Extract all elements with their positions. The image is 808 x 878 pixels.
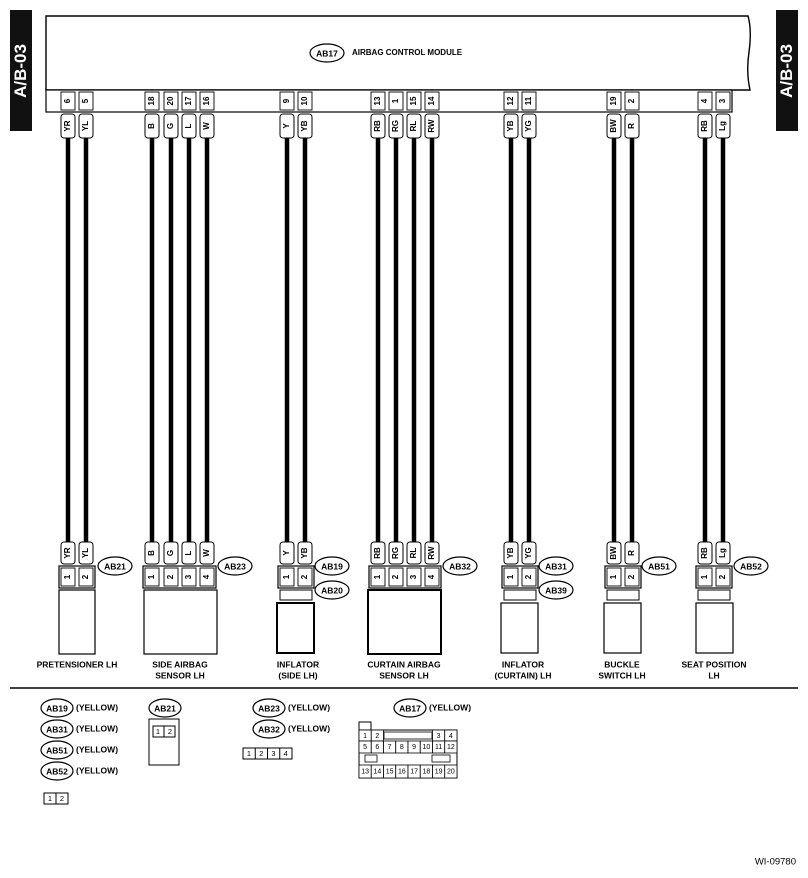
wire-color-label: BW [609, 119, 619, 133]
wire-color-label: R [627, 550, 637, 556]
legend-pin: 13 [361, 768, 370, 776]
connector-tag-inflator-side-2: AB20 [321, 585, 343, 596]
wire-color-label: G [166, 549, 176, 557]
module-pin-number: 12 [506, 96, 516, 106]
wire-color-label: RW [427, 546, 437, 560]
module-pin-number: 1 [391, 98, 401, 104]
wire-color-label: Y [282, 550, 292, 556]
legend-pin: 7 [387, 743, 392, 751]
wire-color-label: RB [373, 120, 383, 132]
component-pin-number: 1 [700, 574, 710, 580]
legend-pin: 18 [422, 768, 431, 776]
wire-color-label: R [627, 123, 637, 129]
wire-color-label: G [166, 122, 176, 130]
wire-color-label: RG [391, 120, 401, 132]
wire-color-label: Lg [718, 548, 728, 558]
figure-id: WI-09780 [754, 856, 796, 868]
component-pin-number: 2 [300, 574, 310, 580]
component-name-inflator-side: (SIDE LH) [278, 670, 318, 681]
wire-color-label: Y [282, 123, 292, 129]
module-title: AIRBAG CONTROL MODULE [352, 48, 463, 58]
module-pin-number: 20 [166, 96, 176, 106]
component-body-buckle-switch [604, 603, 641, 653]
legend-pin: 12 [446, 743, 455, 751]
component-pin-number: 2 [81, 574, 91, 580]
legend-ab17-key [359, 722, 371, 730]
wire-color-label: L [184, 123, 194, 129]
legend-pin: 1 [155, 726, 161, 736]
wire-color-label: BW [609, 546, 619, 560]
legend-color-note: (YELLOW) [429, 702, 472, 713]
component-body-inflator-curtain [501, 603, 538, 653]
component-body-seat-position [696, 603, 733, 653]
module-pin-number: 14 [427, 96, 437, 106]
legend-pin: 14 [373, 768, 382, 776]
module-pin-number: 3 [718, 98, 728, 104]
legend-connector-ab21: AB21 [154, 703, 176, 714]
legend-pin: 10 [422, 743, 431, 751]
connector-tag-pretensioner: AB21 [104, 561, 126, 572]
legend-pin: 1 [47, 793, 53, 803]
wire-color-label: L [184, 550, 194, 556]
wire-color-label: YR [63, 120, 73, 132]
connector-stub [504, 590, 536, 600]
component-pin-number: 2 [627, 574, 637, 580]
component-name-curtain-airbag-sensor: CURTAIN AIRBAG [367, 659, 441, 670]
wire-color-label: YB [506, 120, 516, 132]
wire-color-label: YL [81, 120, 91, 132]
module-pin-number: 15 [409, 96, 419, 106]
component-pin-number: 2 [718, 574, 728, 580]
legend-color-note: (YELLOW) [76, 723, 119, 734]
component-pin-number: 3 [409, 574, 419, 580]
legend-connector-AB23: AB23 [258, 703, 280, 714]
component-body-side-airbag-sensor [144, 590, 217, 654]
module-pin-number: 4 [700, 98, 710, 104]
legend-pin: 16 [397, 768, 406, 776]
wire-color-label: YB [300, 547, 310, 559]
module-pin-number: 11 [524, 96, 534, 106]
module-pin-number: 6 [63, 98, 73, 104]
legend-ab17-slot [384, 732, 432, 739]
component-name-curtain-airbag-sensor: SENSOR LH [379, 670, 429, 681]
legend-color-note: (YELLOW) [76, 702, 119, 713]
connector-tag-inflator-side: AB19 [321, 561, 343, 572]
legend-pin: 1 [363, 732, 368, 740]
legend-pin: 3 [436, 732, 441, 740]
legend-pin: 20 [446, 768, 455, 776]
component-body-pretensioner [59, 590, 95, 654]
page-tab-right: A/B-03 [776, 10, 798, 131]
connector-tag-inflator-curtain: AB31 [545, 561, 567, 572]
legend-pin: 3 [271, 748, 276, 758]
module-pin-number: 5 [81, 98, 91, 104]
legend-ab17-slot [365, 755, 377, 762]
connector-stub [280, 590, 312, 600]
connector-tag-buckle-switch: AB51 [648, 561, 670, 572]
component-pin-number: 1 [506, 574, 516, 580]
wire-color-label: B [147, 123, 157, 129]
component-pin-number: 4 [427, 574, 437, 580]
component-name-buckle-switch: SWITCH LH [598, 670, 646, 681]
wire-color-label: YB [506, 547, 516, 559]
component-name-inflator-curtain: INFLATOR [501, 659, 545, 670]
wire-color-label: RB [373, 547, 383, 559]
page-tab-left: A/B-03 [10, 10, 32, 131]
connector-stub [607, 590, 639, 600]
component-name-side-airbag-sensor: SIDE AIRBAG [152, 659, 208, 670]
component-pin-number: 2 [524, 574, 534, 580]
legend-connector-ab17: AB17 [399, 703, 421, 714]
module-pin-number: 10 [300, 96, 310, 106]
connector-stub [698, 590, 730, 600]
legend-pin: 2 [375, 732, 380, 740]
module-connector-label: AB17 [316, 48, 338, 59]
legend-pin: 2 [59, 793, 65, 803]
module-pin-number: 17 [184, 96, 194, 106]
component-name-seat-position: SEAT POSITION [681, 659, 747, 670]
legend-connector-AB19: AB19 [46, 703, 68, 714]
legend-pin: 5 [363, 743, 368, 751]
component-pin-number: 1 [609, 574, 619, 580]
legend-pin: 15 [385, 768, 394, 776]
component-body-curtain-airbag-sensor [368, 590, 441, 654]
wire-color-label: YL [81, 547, 91, 559]
wire-color-label: YG [524, 120, 534, 132]
legend-color-note: (YELLOW) [288, 723, 331, 734]
wire-color-label: RL [409, 120, 419, 132]
legend-pin: 8 [399, 743, 404, 751]
component-pin-number: 2 [391, 574, 401, 580]
legend-pin: 9 [412, 743, 417, 751]
wire-color-label: RB [700, 120, 710, 132]
legend-pin: 4 [283, 748, 288, 758]
wire-color-label: RW [427, 119, 437, 133]
component-pin-number: 2 [166, 574, 176, 580]
legend-connector-AB32: AB32 [258, 724, 280, 735]
legend-pin: 2 [259, 748, 264, 758]
component-pin-number: 3 [184, 574, 194, 580]
module-pin-number: 2 [627, 98, 637, 104]
legend-pin: 17 [410, 768, 419, 776]
wire-color-label: RL [409, 547, 419, 559]
component-name-pretensioner: PRETENSIONER LH [36, 659, 118, 670]
legend-ab17-slot [432, 755, 450, 762]
wire-color-label: W [202, 122, 212, 130]
component-body-inflator-side [277, 603, 314, 653]
connector-tag-side-airbag-sensor: AB23 [224, 561, 246, 572]
component-pin-number: 1 [373, 574, 383, 580]
legend-color-note: (YELLOW) [76, 744, 119, 755]
component-pin-number: 1 [147, 574, 157, 580]
component-pin-number: 1 [282, 574, 292, 580]
legend-connector-AB52: AB52 [46, 766, 68, 777]
legend-connector-AB51: AB51 [46, 745, 68, 756]
wire-color-label: B [147, 550, 157, 556]
module-pin-number: 16 [202, 96, 212, 106]
connector-tag-curtain-airbag-sensor: AB32 [449, 561, 471, 572]
wire-color-label: W [202, 549, 212, 557]
component-pin-number: 1 [63, 574, 73, 580]
component-name-buckle-switch: BUCKLE [604, 659, 640, 670]
wire-color-label: RB [700, 547, 710, 559]
component-pin-number: 4 [202, 574, 212, 580]
connector-tag-inflator-curtain-2: AB39 [545, 585, 567, 596]
legend-pin: 2 [167, 726, 173, 736]
legend-pin: 1 [246, 748, 252, 758]
component-name-inflator-curtain: (CURTAIN) LH [494, 670, 552, 681]
legend-pin: 19 [434, 768, 443, 776]
component-name-side-airbag-sensor: SENSOR LH [155, 670, 205, 681]
module-pin-number: 9 [282, 98, 292, 104]
wire-color-label: YB [300, 120, 310, 132]
wire-color-label: YR [63, 547, 73, 559]
legend-color-note: (YELLOW) [76, 765, 119, 776]
module-pin-number: 13 [373, 96, 383, 106]
module-pin-number: 18 [147, 96, 157, 106]
legend-pin: 6 [375, 743, 380, 751]
legend-color-note: (YELLOW) [288, 702, 331, 713]
component-name-seat-position: LH [708, 670, 720, 681]
legend-connector-AB31: AB31 [46, 724, 68, 735]
legend-pin: 11 [434, 743, 443, 751]
connector-tag-seat-position: AB52 [740, 561, 762, 572]
wire-color-label: YG [524, 547, 534, 559]
legend-pin: 4 [448, 732, 453, 740]
wire-color-label: RG [391, 547, 401, 559]
module-pin-number: 19 [609, 96, 619, 106]
component-name-inflator-side: INFLATOR [276, 659, 320, 670]
wire-color-label: Lg [718, 121, 728, 131]
